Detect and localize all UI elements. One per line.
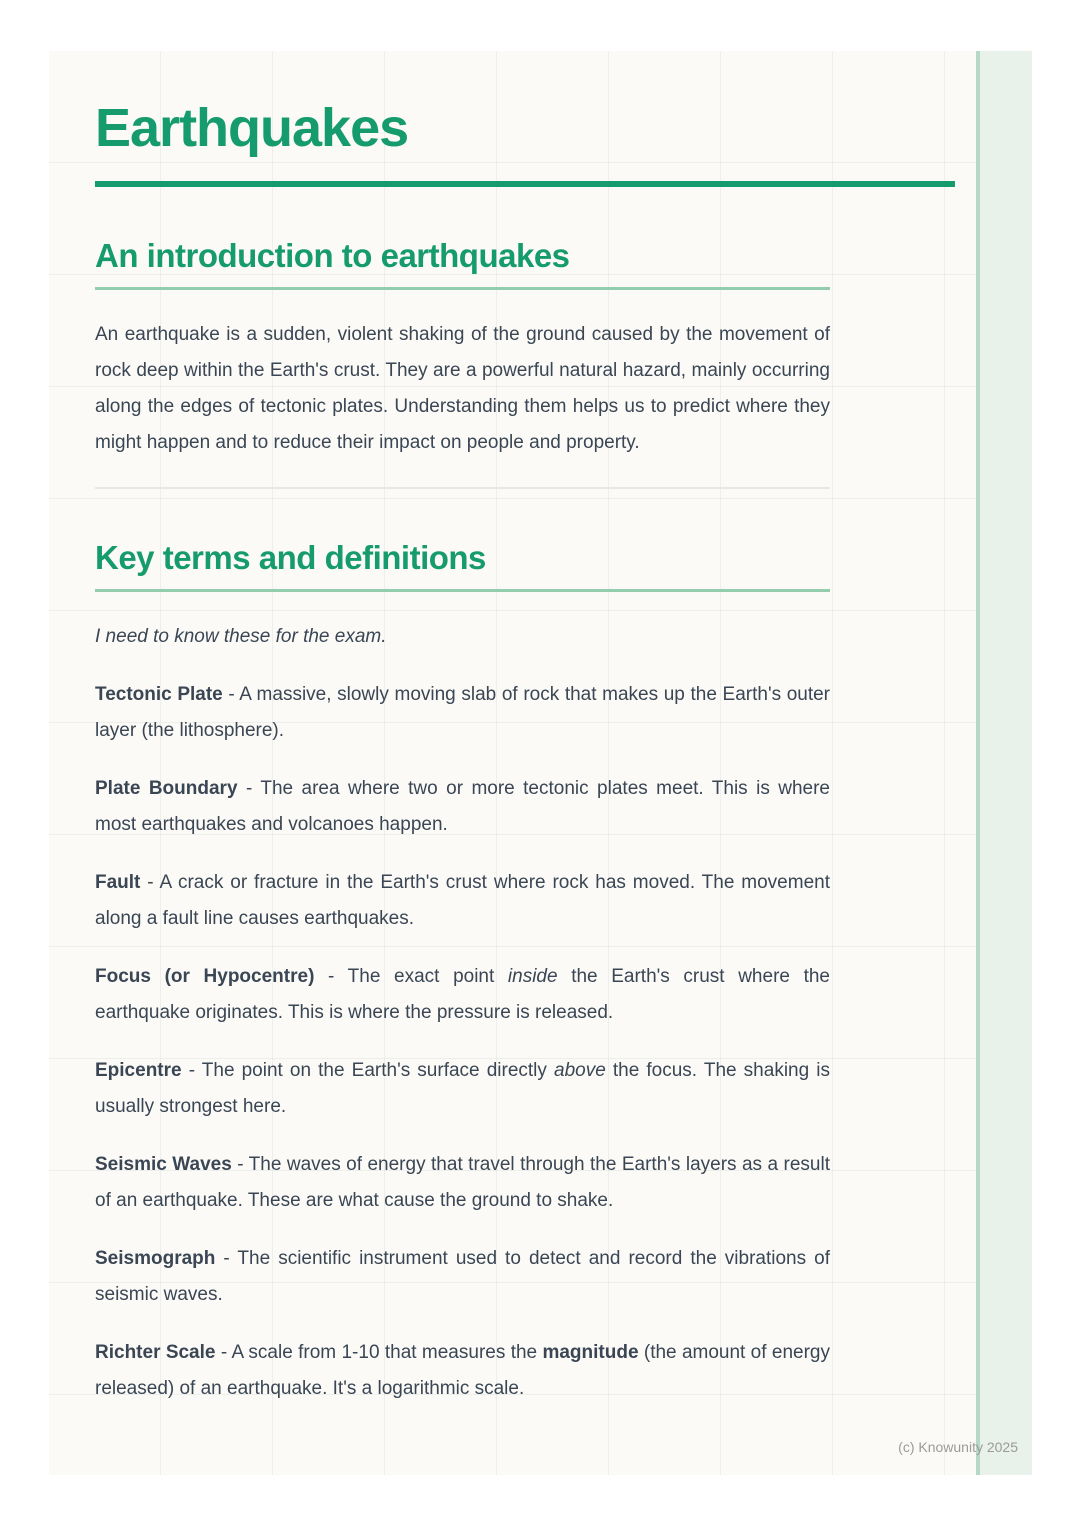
term-name: Plate Boundary	[95, 778, 238, 799]
page-edge-strip	[976, 51, 1032, 1475]
term-definition-segment: magnitude	[542, 1342, 639, 1363]
term-item	[95, 677, 830, 749]
key-terms-section-heading: Key terms and definitions	[95, 539, 486, 576]
term-item	[95, 1053, 830, 1125]
term-name: Fault	[95, 872, 141, 893]
term-definition-segment: (the amount of energy released) of an earthquake. It's a logarithmic scale.	[95, 1342, 830, 1399]
intro-heading-rule	[95, 287, 830, 290]
term-definition-segment: - A massive, slowly moving slab of rock that makes up the Earth's outer layer (the lithosphere).	[95, 684, 831, 741]
term-item	[95, 865, 830, 937]
term-name: Epicentre	[95, 1060, 182, 1081]
term-definition-segment: the Earth's crust where the earthquake originates. This is where the pressure is released.	[95, 966, 831, 1023]
terms-list	[95, 677, 830, 1407]
term-definition-segment: - A crack or fracture in the Earth's crust where rock has moved. The movement along a fault line causes earthquakes.	[95, 872, 830, 929]
term-definition-segment: - The waves of energy that travel through the Earth's layers as a result of an earthquake. These are what cause the ground to shake.	[95, 1154, 830, 1211]
term-name: Focus (or Hypocentre)	[95, 966, 315, 987]
term-definition-segment: above	[554, 1060, 606, 1081]
term-item	[95, 1241, 830, 1313]
term-definition-segment: - The point on the Earth's surface directly	[181, 1060, 554, 1081]
page-content	[49, 51, 830, 1407]
section-divider	[95, 487, 830, 489]
term-name: Seismograph	[95, 1248, 216, 1269]
term-definition-segment: inside	[507, 966, 558, 987]
intro-section-heading: An introduction to earthquakes	[95, 237, 570, 274]
copyright-notice: (c) Knowunity 2025	[898, 1439, 1018, 1455]
term-definition-segment: - The scientific instrument used to detect and record the vibrations of seismic waves.	[95, 1248, 830, 1305]
exam-note: I need to know these for the exam.	[95, 626, 387, 647]
term-item	[95, 771, 830, 843]
term-item	[95, 959, 830, 1031]
title-underline-rule	[95, 181, 955, 187]
term-item	[95, 1335, 830, 1407]
section-key-terms	[95, 541, 830, 1407]
term-name: Seismic Waves	[95, 1154, 232, 1175]
term-name: Tectonic Plate	[95, 684, 223, 705]
page-title: Earthquakes	[95, 98, 409, 158]
key-terms-heading-rule	[95, 589, 830, 592]
term-definition-segment: the focus. The shaking is usually strongest here.	[95, 1060, 830, 1117]
term-definition-segment: - The area where two or more tectonic plates meet. This is where most earthquakes and volcanoes happen.	[95, 778, 830, 835]
term-definition-segment: - A scale from 1-10 that measures the	[215, 1342, 543, 1363]
document-page	[49, 51, 1032, 1475]
term-definition-segment: - The exact point	[314, 966, 508, 987]
section-introduction	[95, 239, 830, 461]
term-name: Richter Scale	[95, 1342, 216, 1363]
intro-paragraph: An earthquake is a sudden, violent shaking of the ground caused by the movement of rock deep within the Earth's crust. They are a powerful natural hazard, mainly occurring along the edges of tectonic plates. Understanding them helps us to predict where they might happen and to reduce their impact on people and property.	[95, 324, 830, 453]
term-item	[95, 1147, 830, 1219]
